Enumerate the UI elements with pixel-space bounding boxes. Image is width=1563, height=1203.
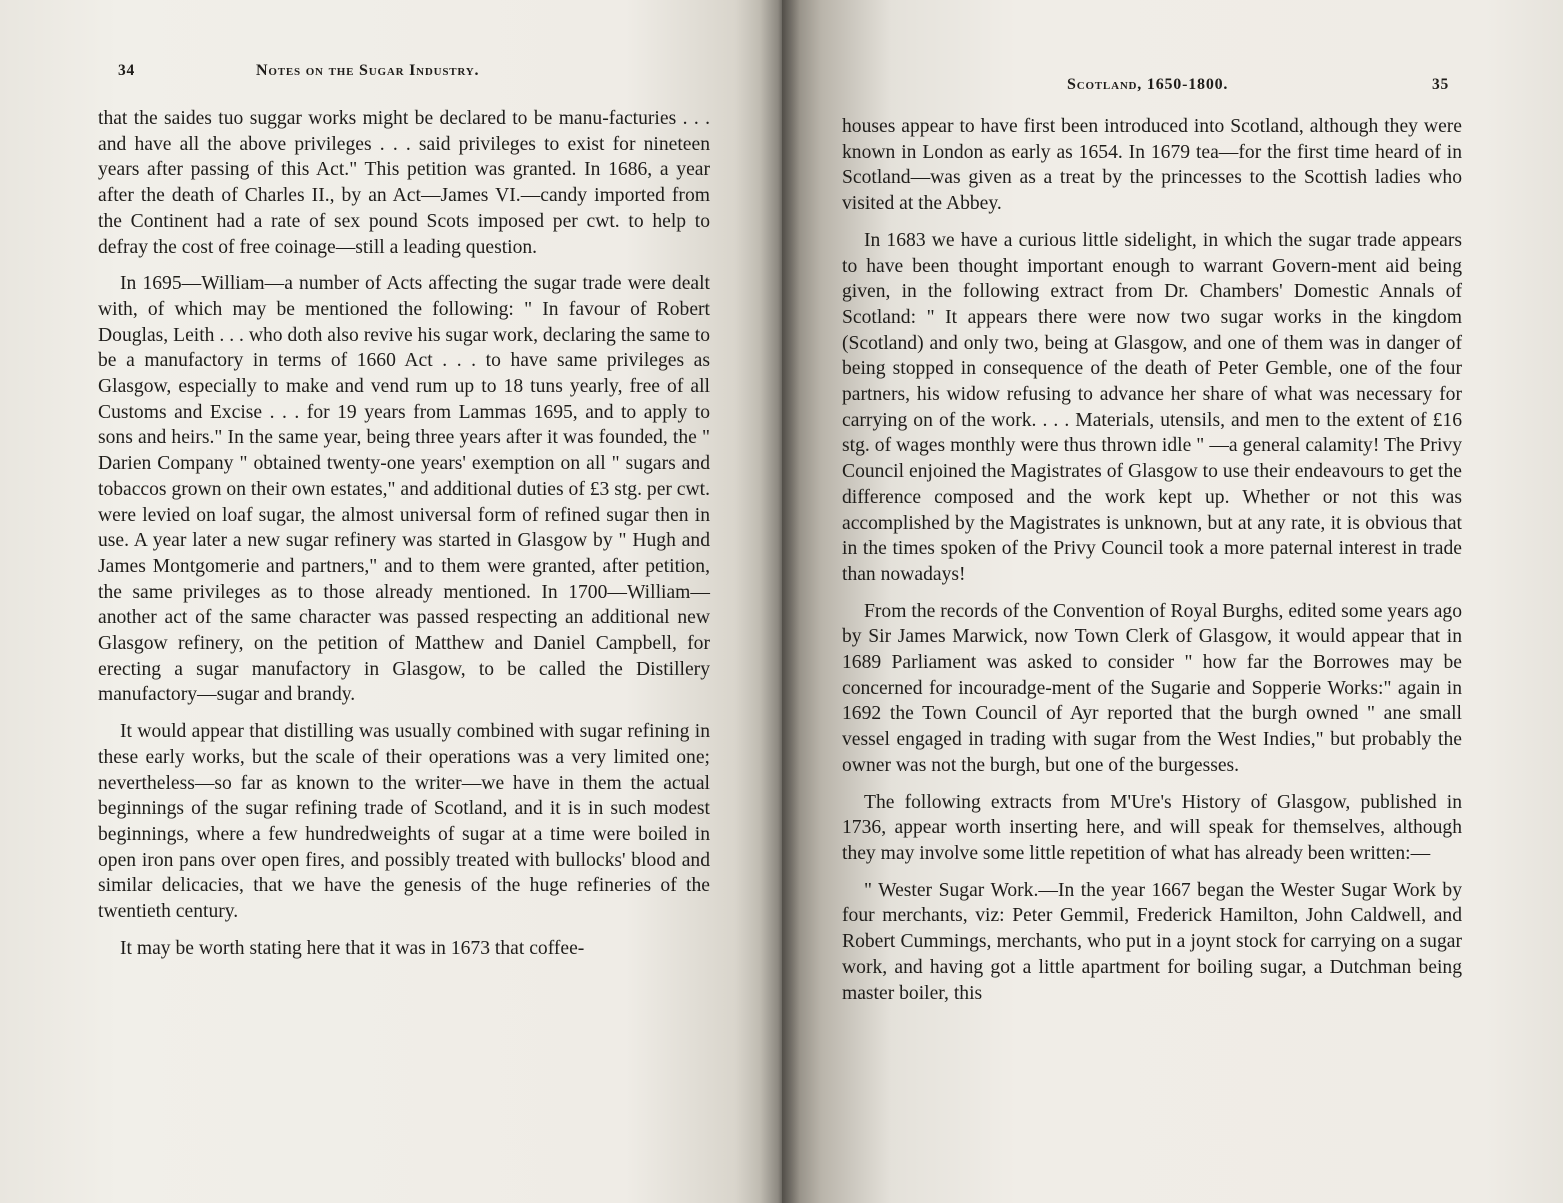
left-page-body	[98, 106, 710, 973]
right-paragraph-5: " Wester Sugar Work.—In the year 1667 began the Wester Sugar Work by four merchants, viz: Peter Gemmil, Frederick Hamilton, John Caldwell, and Robert Cummings, merchants, who put in a joynt stock for carrying on a sugar work, and having got a little apartment for boiling sugar, a Dutchman being master boiler, this	[842, 879, 1462, 1004]
right-paragraph-2: In 1683 we have a curious little sidelight, in which the sugar trade appears to have been thought important enough to warrant Govern-ment aid being given, in the following extract from Dr. Chambers' Domestic Annals of Scotland: " It appears there were now two sugar works in the kingdom (Scotland) and only two, being at Glasgow, and one of them was in danger of being stopped in consequence of the death of Peter Gemble, one of the four partners, his widow refusing to advance her share of what was necessary for carrying on of the work. . . . Materials, utensils, and men to the extent of £16 stg. of wages monthly were thus thrown idle " —a general calamity! The Privy Council enjoined the Magistrates of Glasgow to use their endeavours to get the difference composed and the work kept up. Whether or not this was accomplished by the Magistrates is unknown, but at any rate, it is obvious that in the times spoken of the Privy Council took a more paternal interest in trade than nowadays!	[842, 229, 1462, 585]
right-paragraph-1: houses appear to have first been introduced into Scotland, although they were known in London as early as 1654. In 1679 tea—for the first time heard of in Scotland—was given as a treat by the princesses to the Scottish ladies who visited at the Abbey.	[842, 116, 1462, 215]
right-page-body	[842, 114, 1462, 1017]
right-paragraph-3: From the records of the Convention of Royal Burghs, edited some years ago by Sir James Marwick, now Town Clerk of Glasgow, it would appear that in 1689 Parliament was asked to consider " how far the Borrowes may be concerned for incouradge-ment of the Sugarie and Sopperie Works:" again in 1692 the Town Council of Ayr reported that the burgh owned " ane small vessel engaged in trading with sugar from the West Indies," but probably the owner was not the burgh, but one of the burgesses.	[842, 600, 1462, 776]
right-page	[782, 0, 1563, 1203]
left-paragraph-2: In 1695—William—a number of Acts affecting the sugar trade were dealt with, of which may be mentioned the following: " In favour of Robert Douglas, Leith . . . who doth also revive his sugar work, declaring the same to be a manufactory in terms of 1660 Act . . . to have same privileges as Glasgow, especially to make and vend rum up to 18 tuns yearly, free of all Customs and Excise . . . for 19 years from Lammas 1695, and to apply to sons and heirs." In the same year, being three years after it was founded, the " Darien Company " obtained twenty-one years' exemption on all " sugars and tobaccos grown on their own estates," and additional duties of £3 stg. per cwt. were levied on loaf sugar, the almost universal form of refined sugar then in use. A year later a new sugar refinery was started in Glasgow by " Hugh and James Montgomerie and partners," and to them were granted, after petition, the same privileges as to those already mentioned. In 1700—William—another act of the same character was passed respecting an additional new Glasgow refinery, on the petition of Matthew and Daniel Campbell, for erecting a sugar manufactory in Glasgow, to be called the Distillery manufactory—sugar and brandy.	[98, 273, 710, 706]
right-running-title: Scotland, 1650-1800.	[1067, 76, 1229, 93]
right-page-number: 35	[1432, 76, 1450, 93]
left-paragraph-3: It would appear that distilling was usually combined with sugar refining in these early works, but the scale of their operations was a very limited one; nevertheless—so far as known to the writer—we have in them the actual beginnings of the sugar refining trade of Scotland, and it is in such modest beginnings, where a few hundredweights of sugar at a time were boiled in open iron pans over open fires, and possibly treated with bullocks' blood and similar delicacies, that we have the genesis of the huge refineries of the twentieth century.	[98, 721, 710, 923]
left-paragraph-1: that the saides tuo suggar works might be declared to be manu-facturies . . . and have all the above privileges . . . said privileges to exist for nineteen years after passing of this Act." This petition was granted. In 1686, a year after the death of Charles II., by an Act—James VI.—candy imported from the Continent had a rate of sex pound Scots imposed per cwt. to help to defray the cost of free coinage—still a leading question.	[98, 108, 710, 258]
right-paragraph-4: The following extracts from M'Ure's History of Glasgow, published in 1736, appear worth inserting here, and will speak for themselves, although they may involve some little repetition of what has already been written:—	[842, 791, 1462, 864]
left-running-title: Notes on the Sugar Industry.	[256, 62, 480, 79]
left-paragraph-4: It may be worth stating here that it was in 1673 that coffee-	[120, 937, 585, 959]
left-page-number: 34	[118, 62, 136, 79]
